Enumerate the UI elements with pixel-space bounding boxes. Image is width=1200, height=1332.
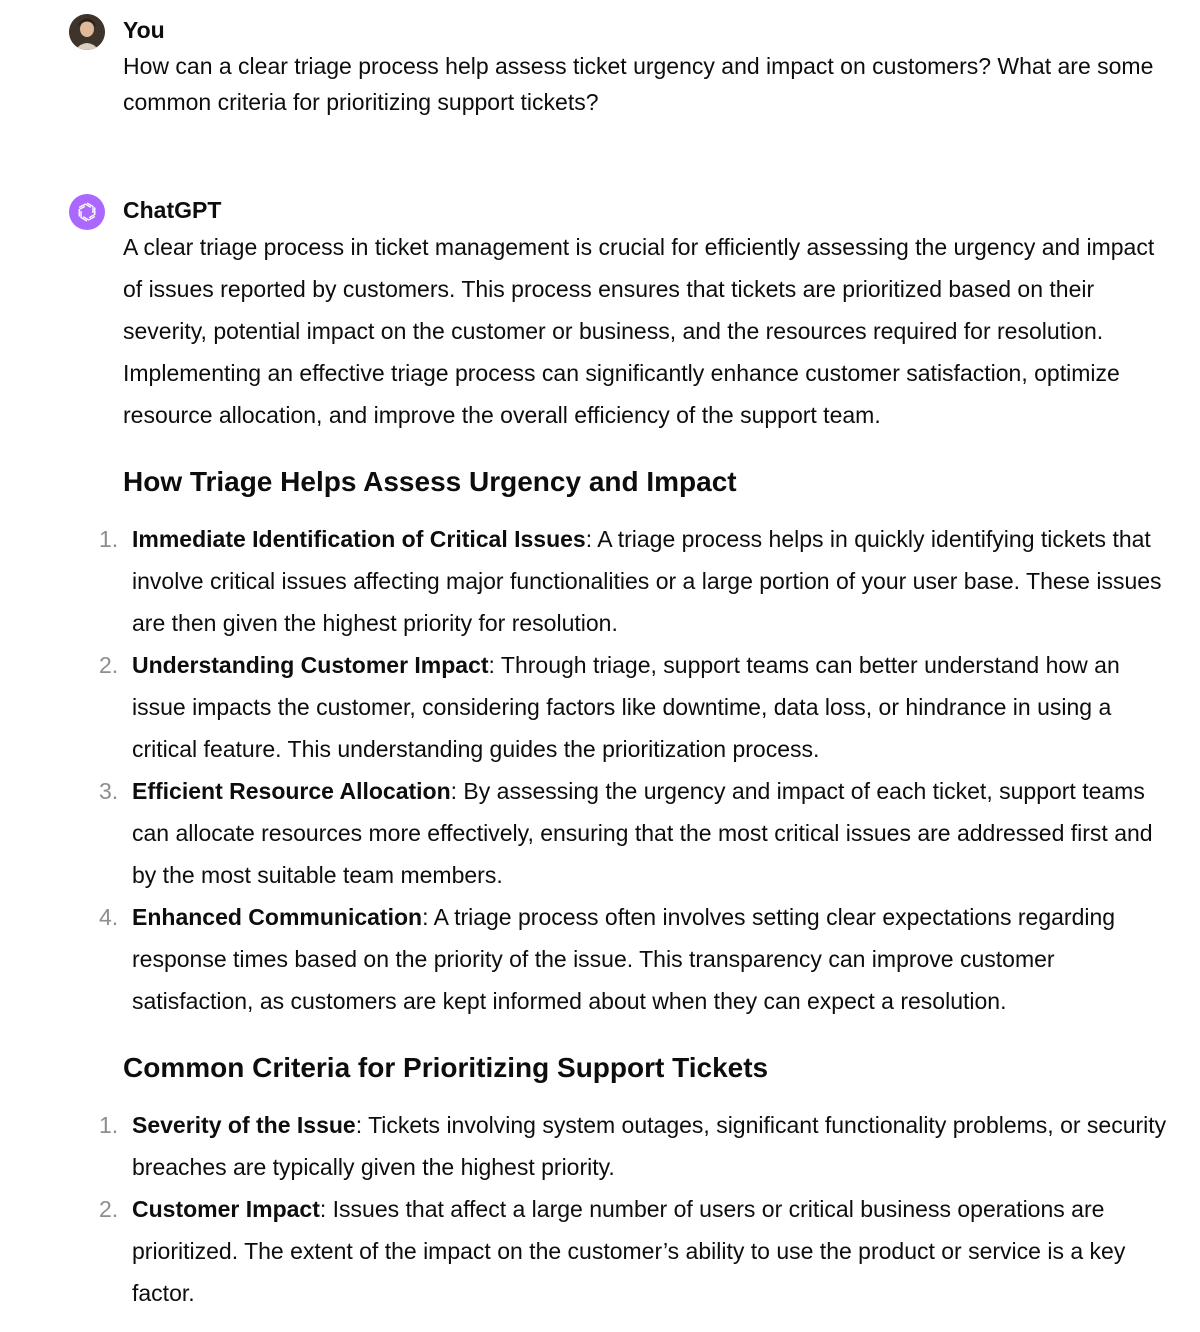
list-item-number: 2. [99,1196,119,1222]
list-item [99,896,1170,1022]
list-item-title: Enhanced Communication [132,904,423,930]
section-heading-triage: How Triage Helps Assess Urgency and Impact [123,466,737,497]
list-item [99,644,1170,770]
assistant-author-name: ChatGPT [123,197,222,223]
list-item [99,518,1170,644]
list-item-number: 2. [99,652,119,678]
list-item-title: Efficient Resource Allocation [132,778,451,804]
list-item-text: : A triage process often involves setting clear expectations regarding response times based on the priority of the issue. This transparency can improve customer satisfaction, as customers are kept informed about when they can expect a resolution. [132,904,1116,1014]
list-item-title: Customer Impact [132,1196,320,1222]
list-item [99,770,1170,896]
triage-benefits-list [99,518,1170,1022]
list-item-title: Immediate Identification of Critical Issues [132,526,586,552]
list-item-text: : Through triage, support teams can better understand how an issue impacts the customer, considering factors like downtime, data loss, or hindrance in using a critical feature. This understanding guides the prioritization process. [132,652,1120,762]
chatgpt-logo-icon [69,194,105,230]
list-item-number: 3. [99,778,119,804]
list-item-text: : By assessing the urgency and impact of each ticket, support teams can allocate resources more effectively, ensuring that the most critical issues are addressed first and by the most suitable team members. [132,778,1153,888]
list-item-text: : Tickets involving system outages, significant functionality problems, or security breaches are typically given the highest priority. [132,1112,1167,1180]
list-item [99,1188,1170,1314]
user-author-name: You [123,17,165,43]
list-item-text: : Issues that affect a large number of users or critical business operations are prioritized. The extent of the impact on the customer’s ability to use the product or service is a key factor. [132,1196,1126,1306]
section-heading-criteria: Common Criteria for Prioritizing Support Tickets [123,1052,769,1083]
list-item-number: 1. [99,1112,119,1138]
assistant-intro-paragraph: A clear triage process in ticket management is crucial for efficiently assessing the urgency and impact of issues reported by customers. This process ensures that tickets are prioritized based on their severity, potential impact on the customer or business, and the resources required for resolution. Implementing an effective triage process can significantly enhance customer satisfaction, optimize resource allocation, and improve the overall efficiency of the support team. [123,234,1155,428]
prioritization-criteria-list [99,1104,1170,1314]
list-item-text: : A triage process helps in quickly identifying tickets that involve critical issues affecting major functionalities or a large portion of your user base. These issues are then given the highest priority for resolution. [132,526,1162,636]
user-message [69,14,1170,120]
user-avatar [69,14,105,50]
user-message-text: How can a clear triage process help assess ticket urgency and impact on customers? What are some common criteria for prioritizing support tickets? [123,53,1154,115]
list-item [99,1104,1170,1188]
list-item-title: Severity of the Issue [132,1112,356,1138]
assistant-message [69,194,1170,1314]
list-item-title: Understanding Customer Impact [132,652,489,678]
list-item-number: 1. [99,526,119,552]
list-item-number: 4. [99,904,119,930]
